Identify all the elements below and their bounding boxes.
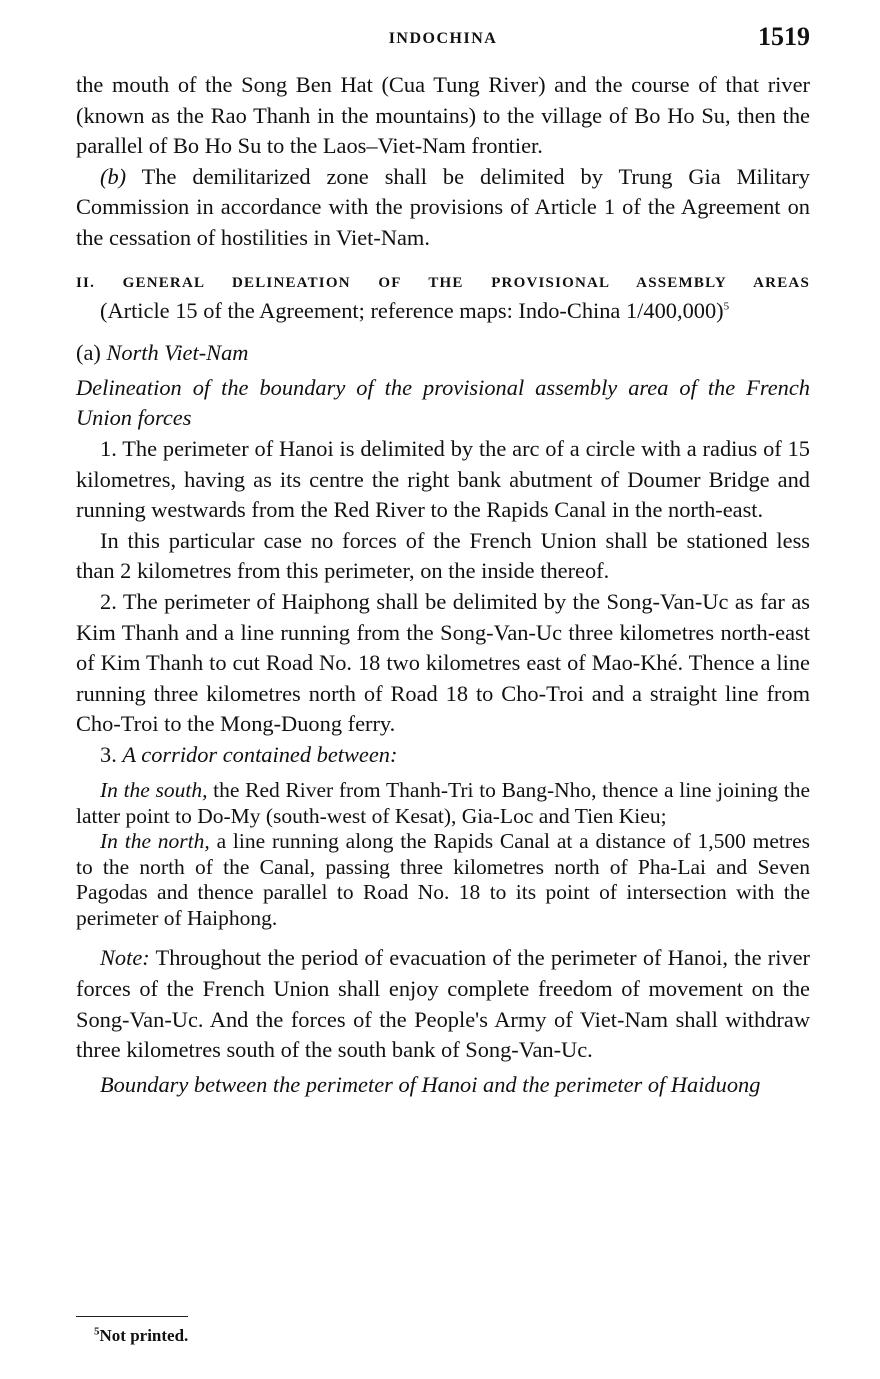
note-paragraph: [76, 943, 810, 1065]
paragraph-text: The demilitarized zone shall be delimited by Trung Gia Military Commission in accordance with the provisions of Article 1 of the Agreement on the cessation of hostilities in Viet-Nam.: [76, 163, 810, 250]
item-number: 3.: [100, 741, 123, 767]
item-hanoi-perimeter: 1. The perimeter of Hanoi is delimited by the arc of a circle with a radius of 15 kilometres, having as its centre the right bank abutment of Doumer Bridge and running westwards from the Red River to the Rapids Canal in the north-east.: [76, 435, 810, 523]
document-body: [76, 70, 810, 1100]
paragraph-frontier: the mouth of the Song Ben Hat (Cua Tung River) and the course of that river (known as the Rao Thanh in the mountains) to the village of Bo Ho Su, then the parallel of Bo Ho Su to the Laos–Viet-Nam frontier.: [76, 72, 810, 159]
spacer: [76, 770, 810, 778]
subsection-label: (a): [76, 340, 107, 366]
page-header: [76, 22, 810, 58]
paragraph-demilitarized-zone: [76, 162, 810, 254]
subsection-title: North Viet-Nam: [106, 340, 249, 366]
italic-heading-delineation: Delineation of the boundary of the provisional assembly area of the French Union forces: [76, 374, 810, 431]
footnote-marker: 5: [94, 1325, 100, 1338]
section-subheading-text: (Article 15 of the Agreement; reference maps: Indo-China 1/400,000): [100, 297, 724, 323]
spacer: [76, 326, 810, 338]
item-text: A corridor contained between:: [122, 741, 398, 767]
running-head: INDOCHINA: [388, 30, 498, 47]
section-subheading: [76, 296, 810, 327]
section-heading: II. GENERAL DELINEATION OF THE PROVISIONAL ASSEMBLY AREAS: [76, 274, 810, 291]
note-text: Throughout the period of evacuation of the perimeter of Hanoi, the river forces of the French Union shall enjoy complete freedom of movement on the Song-Van-Uc. And the forces of the People's Army of Viet-Nam shall withdraw three kilometres south of the south bank of Song-Van-Uc.: [76, 945, 810, 1063]
footnote-text: Not printed.: [99, 1326, 189, 1345]
corridor-south-text: the Red River from Thanh-Tri to Bang-Nho, thence a line joining the latter point to Do-My (south-west of Kesat), Gia-Loc and Tien Kieu;: [76, 778, 810, 828]
spacer: [76, 931, 810, 943]
item-hanoi-note: In this particular case no forces of the French Union shall be stationed less than 2 kilometres from this perimeter, on the inside thereof.: [76, 527, 810, 584]
corridor-south: [76, 778, 810, 829]
item-haiphong-perimeter: 2. The perimeter of Haiphong shall be delimited by the Song-Van-Uc as far as Kim Thanh and a line running from the Song-Van-Uc three kilometres north-east of Kim Thanh to cut Road No. 18 two kilometres east of Mao-Khé. Thence a line running three kilometres north of Road 18 to Cho-Troi and a straight line from Cho-Troi to the Mong-Duong ferry.: [76, 588, 810, 737]
corridor-north-label: In the north,: [100, 829, 210, 854]
page-number: 1519: [758, 22, 810, 51]
paragraph-label: (b): [100, 163, 127, 189]
spacer: [76, 254, 810, 266]
footnote-reference: 5: [723, 300, 730, 313]
item-corridor: [76, 740, 810, 771]
corridor-north: [76, 829, 810, 931]
note-label: Note:: [100, 945, 150, 971]
footnote: [94, 1326, 188, 1346]
italic-heading-boundary: Boundary between the perimeter of Hanoi and the perimeter of Haiduong: [100, 1071, 761, 1097]
corridor-south-label: In the south,: [100, 778, 208, 803]
subsection-heading: [76, 338, 810, 369]
footnote-divider: [76, 1316, 188, 1317]
corridor-north-text: a line running along the Rapids Canal at a distance of 1,500 metres to the north of the Canal, passing three kilometres north of Pha-Lai and Seven Pagodas and thence parallel to Road No. 18 to its point of intersection with the perimeter of Haiphong.: [76, 829, 810, 930]
